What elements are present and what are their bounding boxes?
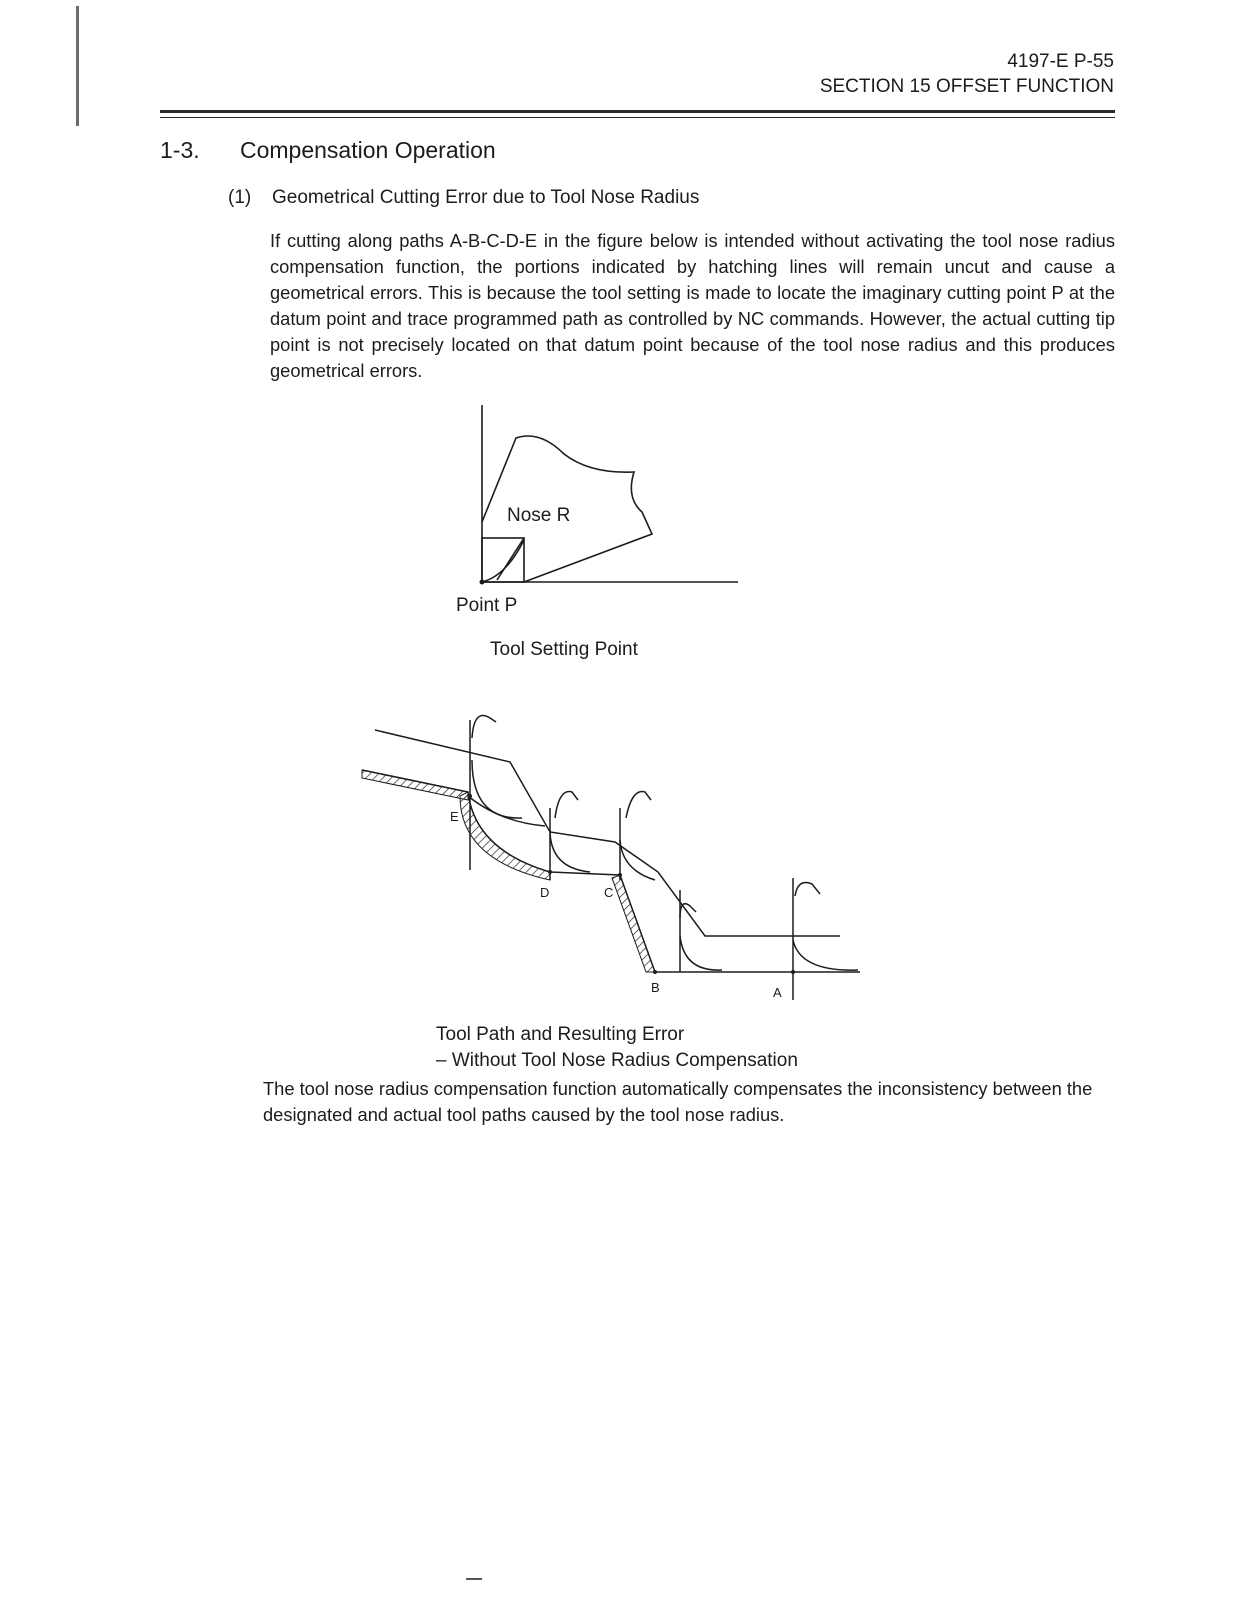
scan-margin-mark	[76, 6, 79, 126]
point-d-marker	[548, 870, 552, 874]
tool-nose-symbol-1	[472, 716, 496, 739]
intro-paragraph: If cutting along paths A-B-C-D-E in the figure below is intended without activating the tool nose radius compensation function, the portions indicated by hatching lines will remain uncut and cause a geometrical errors. This is because the tool setting is made to locate the imaginary cutting point P at the datum point and trace programmed path as controlled by NC commands. However, the actual cutting tip point is not precisely located on that datum point because of the tool nose radius and this produces geometrical errors.	[270, 230, 1115, 381]
actual-cut-path	[468, 796, 545, 826]
header-rule	[160, 110, 1115, 113]
point-a-marker	[791, 970, 795, 974]
workpiece-profile	[362, 770, 860, 972]
tool-setting-figure	[440, 400, 760, 625]
tool-nose-symbol-4	[680, 904, 696, 918]
summary-paragraph: The tool nose radius compensation function automatically compensates the inconsistency between the designated and actual tool paths caused by the tool nose radius.	[263, 1078, 1093, 1125]
figure2-caption-line2: – Without Tool Nose Radius Compensation	[436, 1050, 798, 1071]
point-e-marker	[468, 794, 472, 798]
label-a: A	[773, 985, 782, 1000]
nose-radius-square	[482, 538, 524, 582]
subsection-title: Geometrical Cutting Error due to Tool Nose Radius	[272, 187, 700, 208]
section-title: Compensation Operation	[240, 137, 496, 163]
point-p-marker	[480, 580, 485, 585]
tool-nose-symbol-3	[626, 792, 651, 818]
header-rule-thin	[160, 117, 1115, 118]
programmed-tool-path	[375, 730, 840, 936]
scan-bottom-mark	[466, 1578, 482, 1580]
uncut-region-slope	[612, 875, 655, 972]
nose-radius-line	[497, 538, 524, 580]
nose-arc-c	[620, 840, 655, 880]
figure2-caption-line1: Tool Path and Resulting Error	[436, 1024, 685, 1045]
document-reference: 4197-E P-55	[1007, 51, 1114, 72]
nose-arc-d	[550, 830, 590, 872]
section-header: SECTION 15 OFFSET FUNCTION	[819, 76, 1114, 97]
uncut-region-upper	[362, 770, 468, 800]
point-c-marker	[618, 873, 622, 877]
nose-arc-a	[793, 940, 858, 970]
label-e: E	[450, 809, 459, 824]
label-d: D	[540, 885, 550, 900]
nose-r-label: Nose R	[507, 505, 571, 526]
point-p-label: Point P	[456, 595, 518, 616]
label-b: B	[651, 980, 660, 995]
label-c: C	[604, 885, 614, 900]
section-number: 1-3.	[160, 137, 200, 163]
nose-arc-b	[680, 936, 722, 970]
figure1-caption: Tool Setting Point	[490, 639, 638, 660]
point-b-marker	[653, 970, 657, 974]
tool-path-figure	[350, 700, 870, 1010]
subsection-number: (1)	[228, 187, 252, 208]
nose-arc	[482, 540, 524, 582]
tool-nose-symbol-5	[795, 883, 820, 897]
tool-nose-symbol-2	[555, 792, 578, 818]
page-header	[820, 49, 1114, 99]
